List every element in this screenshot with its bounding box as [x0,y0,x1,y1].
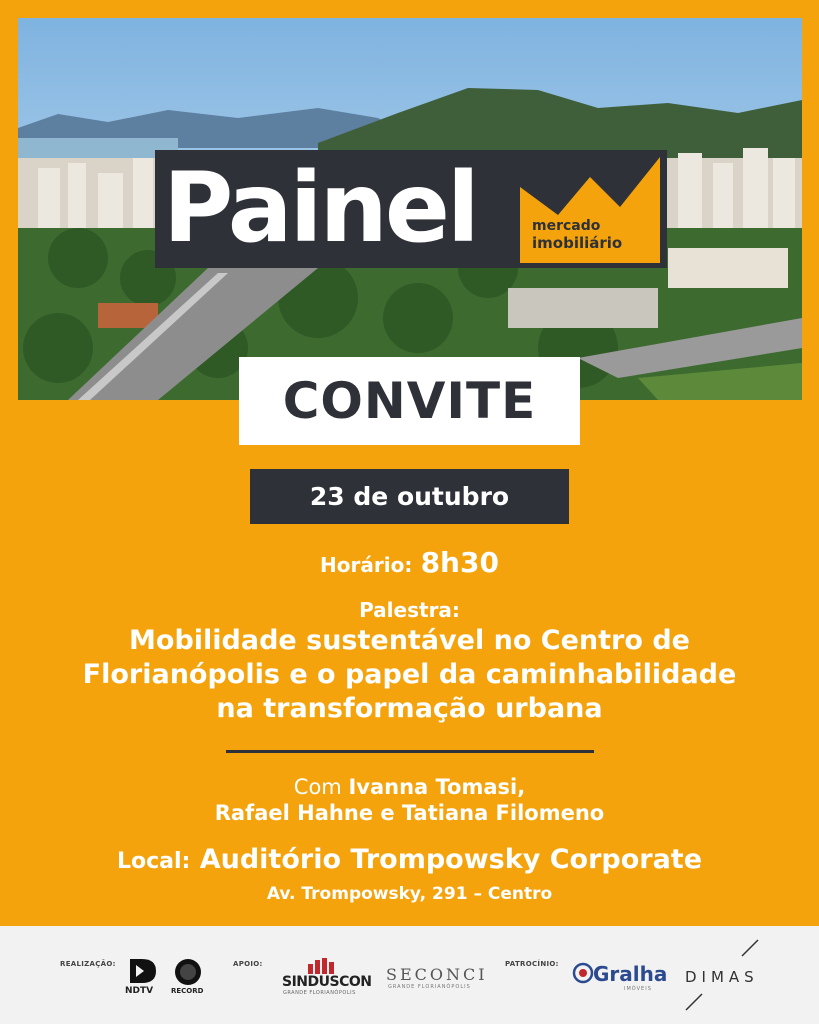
logo-tagline-line1: mercado [532,218,601,234]
talk-title-line1: Mobilidade sustentável no Centro de [129,625,690,656]
invite-title: CONVITE [239,357,580,445]
speakers-prefix: Com [293,775,342,799]
sinduscon-subtitle: GRANDE FLORIANÓPOLIS [283,990,356,996]
speakers-line1: Ivanna Tomasi, [348,775,526,799]
gralha-subtitle: IMÓVEIS [624,986,652,992]
time-label: Horário: [320,553,413,577]
talk-title-line2: Florianópolis e o papel da caminhabilidade [82,659,737,690]
venue [0,844,819,875]
section-divider [226,750,594,753]
seconci-subtitle: GRANDE FLORIANÓPOLIS [388,984,471,990]
talk-title [0,624,819,726]
realizacao-label: REALIZAÇÃO: [60,960,116,968]
gralha-logo-text: Gralha [593,962,668,986]
apoio-label: APOIO: [233,960,263,968]
talk-label: Palestra: [359,598,460,622]
sinduscon-logo-icon [306,958,340,974]
speakers [0,774,819,826]
time-value: 8h30 [420,546,499,579]
record-logo-text: RECORD [171,987,204,995]
event-date: 23 de outubro [250,469,569,524]
logo-tagline [532,218,622,252]
logo-wordmark: Painel [163,152,477,264]
ndtv-logo-text: NDTV [125,986,154,996]
ndtv-logo-icon [128,957,158,985]
gralha-logo-icon [572,962,594,984]
record-logo-icon [173,957,203,987]
sinduscon-logo-text: SINDUSCON [282,974,372,990]
dimas-logo-text: DIMAS [685,968,759,986]
patrocinio-label: PATROCÍNIO: [505,960,559,968]
venue-address: Av. Trompowsky, 291 – Centro [266,884,553,904]
speakers-line2: Rafael Hahne e Tatiana Filomeno [214,801,605,825]
seconci-logo-text: SECONCI [386,965,488,984]
talk-title-line3: na transformação urbana [216,693,603,724]
venue-label: Local: [116,849,191,874]
logo-tagline-line2: imobiliário [532,234,623,252]
event-time [0,546,819,579]
venue-name: Auditório Trompowsky Corporate [199,844,703,875]
